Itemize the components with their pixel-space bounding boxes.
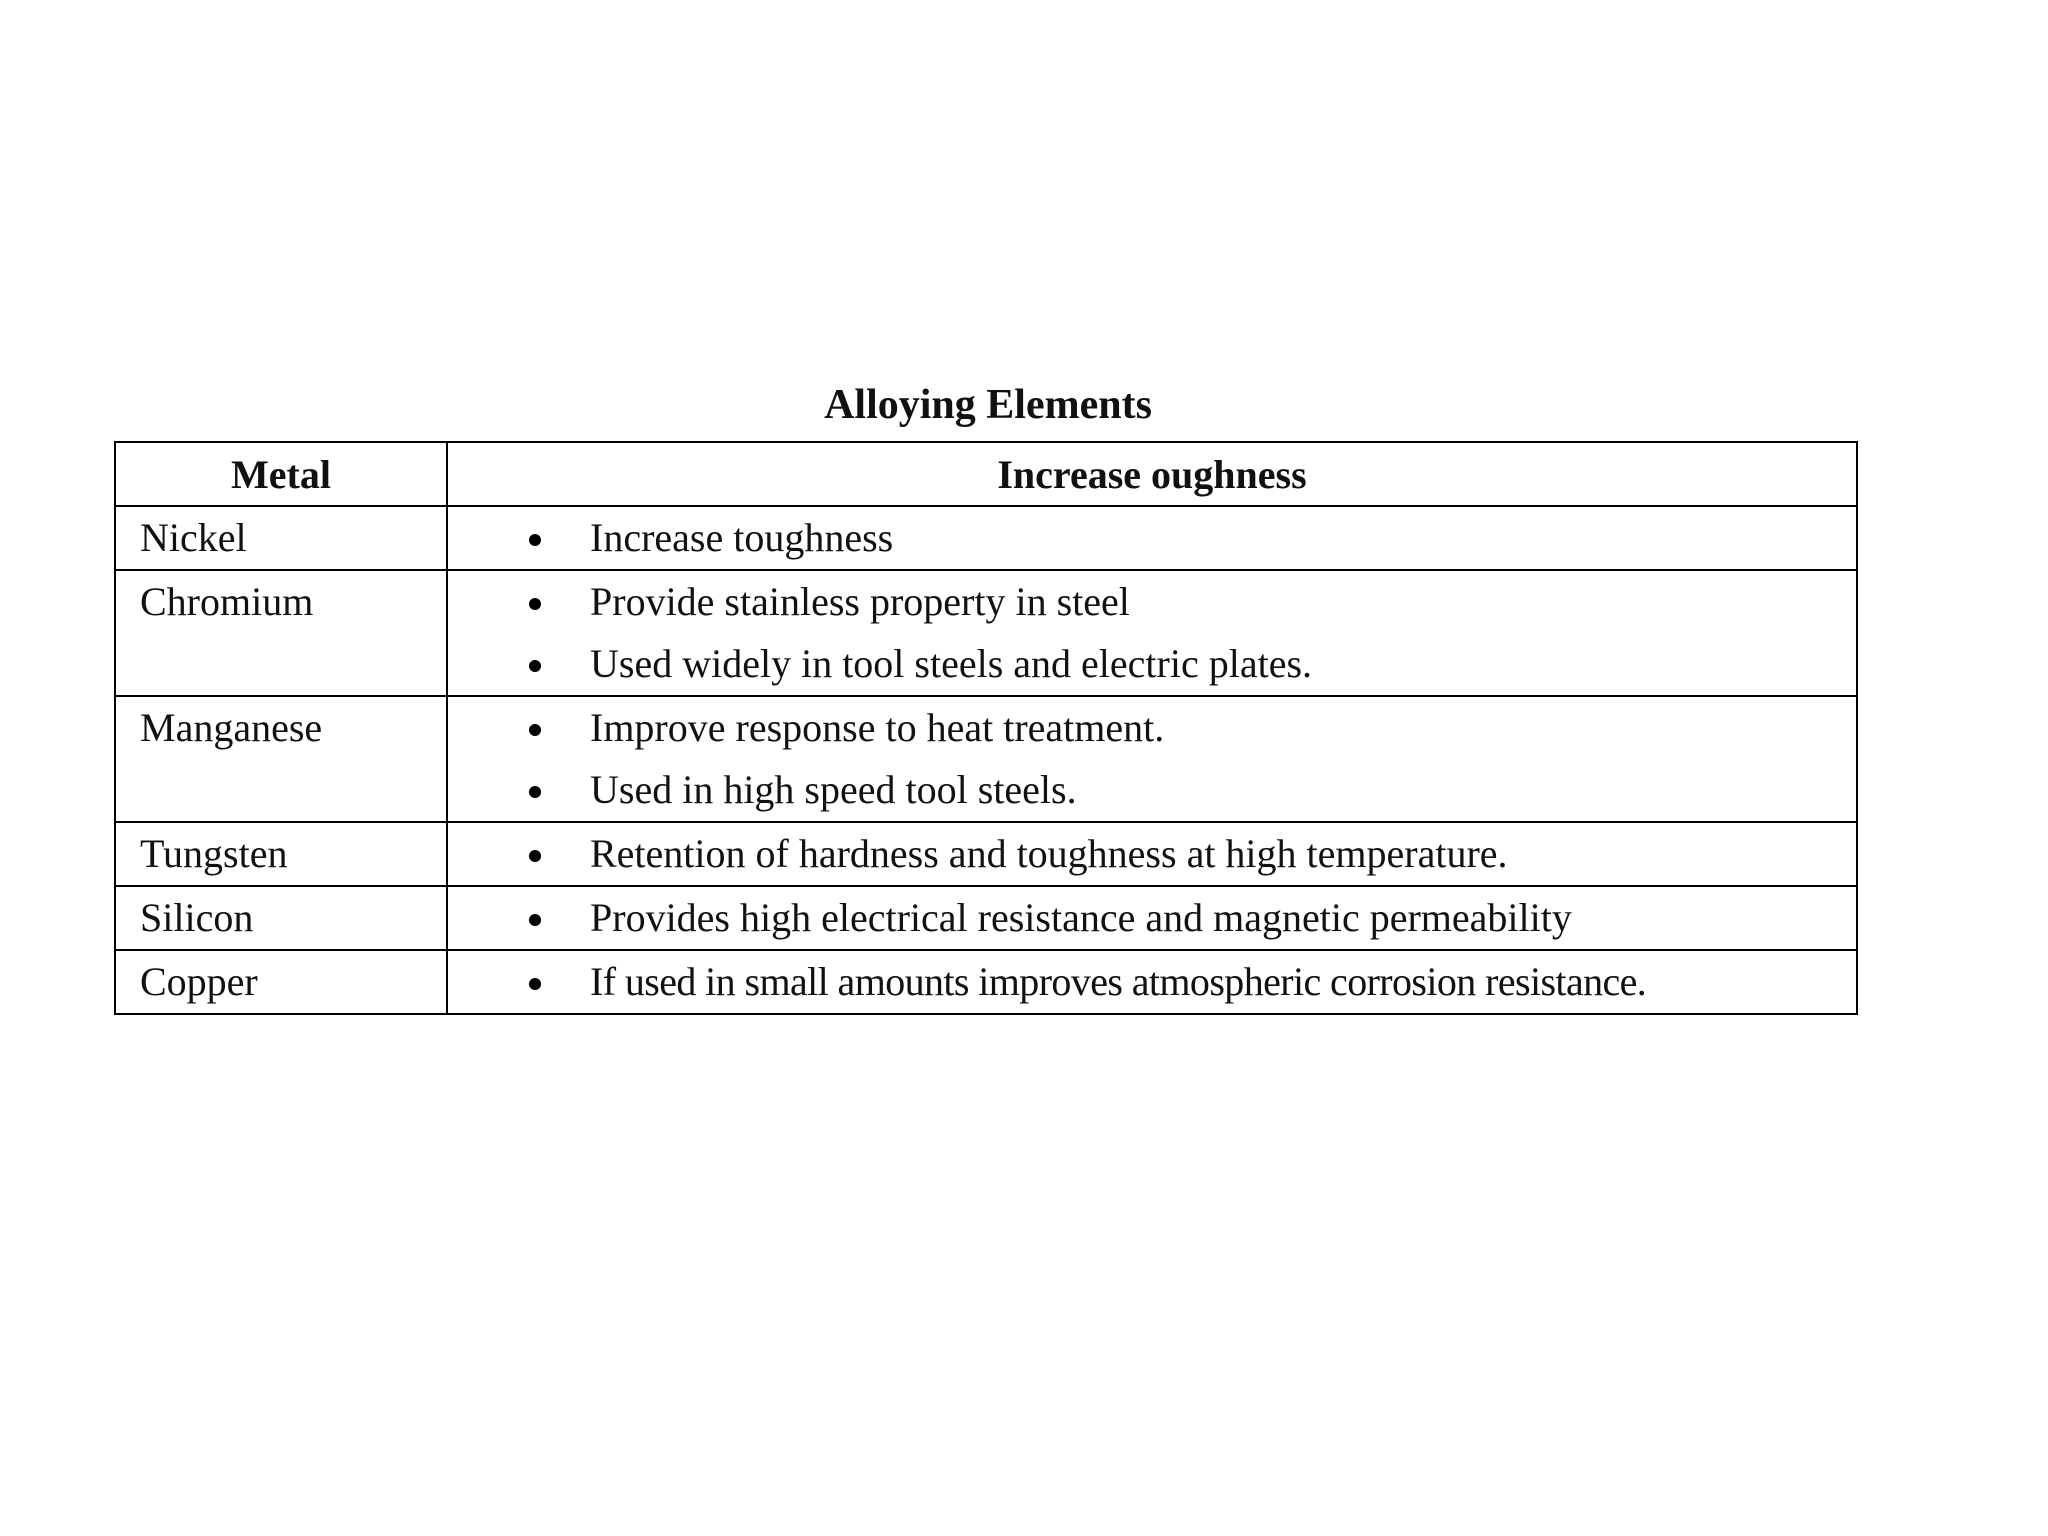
effects-list bbox=[448, 887, 1856, 949]
effect-item: Provide stainless property in steel bbox=[448, 571, 1856, 633]
metal-cell: Chromium bbox=[115, 570, 447, 696]
effects-cell bbox=[447, 886, 1857, 950]
effect-item: Improve response to heat treatment. bbox=[448, 697, 1856, 759]
header-metal: Metal bbox=[115, 442, 447, 506]
table-row bbox=[115, 950, 1857, 1014]
table-row bbox=[115, 822, 1857, 886]
effect-item: Used in high speed tool steels. bbox=[448, 759, 1856, 821]
metal-cell: Tungsten bbox=[115, 822, 447, 886]
table-row bbox=[115, 886, 1857, 950]
table-row bbox=[115, 570, 1857, 696]
effect-item: If used in small amounts improves atmospheric corrosion resistance. bbox=[448, 951, 1856, 1013]
alloying-elements-table bbox=[114, 441, 1858, 1015]
table-header-row bbox=[115, 442, 1857, 506]
effect-item: Used widely in tool steels and electric plates. bbox=[448, 633, 1856, 695]
table-row bbox=[115, 506, 1857, 570]
effect-item: Increase toughness bbox=[448, 507, 1856, 569]
effects-list bbox=[448, 507, 1856, 569]
metal-cell: Nickel bbox=[115, 506, 447, 570]
metal-cell: Silicon bbox=[115, 886, 447, 950]
effects-list bbox=[448, 571, 1856, 695]
effects-list bbox=[448, 697, 1856, 821]
effects-cell bbox=[447, 696, 1857, 822]
effects-cell bbox=[447, 822, 1857, 886]
effects-list bbox=[448, 951, 1856, 1013]
effects-cell bbox=[447, 570, 1857, 696]
effect-item: Provides high electrical resistance and magnetic permeability bbox=[448, 887, 1856, 949]
metal-cell: Manganese bbox=[115, 696, 447, 822]
effects-cell bbox=[447, 506, 1857, 570]
page-title: Alloying Elements bbox=[824, 382, 1152, 428]
effects-cell bbox=[447, 950, 1857, 1014]
table-row bbox=[115, 696, 1857, 822]
effect-item: Retention of hardness and toughness at high temperature. bbox=[448, 823, 1856, 885]
header-effect: Increase oughness bbox=[447, 442, 1857, 506]
effects-list bbox=[448, 823, 1856, 885]
metal-cell: Copper bbox=[115, 950, 447, 1014]
